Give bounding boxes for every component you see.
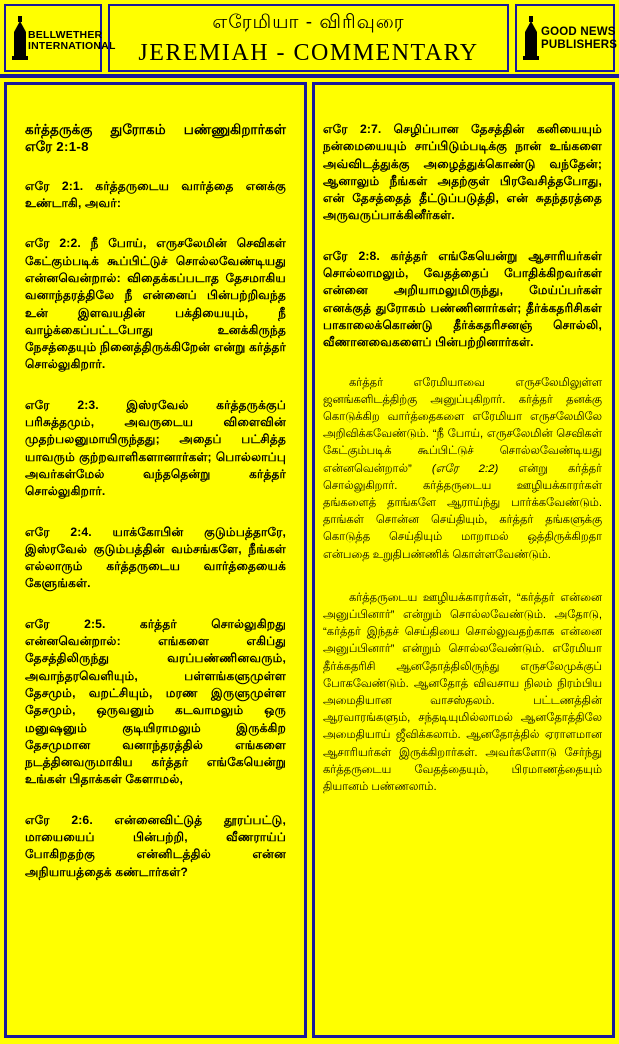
right-column: [312, 82, 615, 1038]
verse-2-4: எரே 2:4. யாக்கோபின் குடும்பத்தாரே, இஸ்ரவேல் குடும்பத்தின் வம்சங்களே, நீங்கள் எல்லாரும் கர்த்தருடைய வார்த்தையைக் கேளுங்கள்.: [25, 524, 286, 591]
bell-icon: [12, 16, 28, 62]
scripture-reference: (எரே 2:2): [431, 462, 499, 475]
verse-2-5: எரே 2:5. கர்த்தர் சொல்லுகிறது என்னவென்றால்: எங்களை எகிப்து தேசத்திலிருந்து வரப்பண்ணினவரும், அவாந்தரவெளியும், பள்ளங்களுமுள்ள தேசமும், வறட்சியும், மரண இருளுமுள்ள தேசமும், ஒருவனும் கடவாமலும் ஒரு மனுஷனும் குடியிராமலும் இருக்கிற தேசமுமான வனாந்தரத்தில் எங்களை நடத்தினவருமாகிய கர்த்தர் எங்கேயென்று உங்கள் பிதாக்கள் கேளாமல்,: [25, 616, 286, 787]
bell-icon: [523, 16, 539, 62]
commentary-paragraph-1: [323, 375, 602, 564]
verse-2-8: எரே 2:8. கர்த்தர் எங்கேயென்று ஆசாரியர்கள் சொல்லாமலும், வேதத்தைப் போதிக்கிறவர்கள் என்னை அறியாமலுமிருந்து, மேய்ப்பர்கள் எனக்குத் துரோகம் பண்ணினார்கள்; தீர்க்கதரிசிகள் பாகாலைக்கொண்டு தீர்க்கதரிசனஞ் சொல்லி, வீணானவைகளைப் பின்பற்றினார்கள்.: [323, 248, 602, 350]
verse-2-3: எரே 2:3. இஸ்ரவேல் கர்த்தருக்குப் பரிசுத்தமும், அவருடைய விளைவின் முதற்பலனுமாயிருந்தது; அதைப் பட்சித்த யாவரும் குற்றவாளிகளானார்கள்; பொல்லாப்பு அவர்கள்மேல் வந்ததென்று கர்த்தர் சொல்லுகிறார்.: [25, 397, 286, 499]
bellwether-logo: [4, 4, 116, 72]
commentary-text: என்று கர்த்தர் சொல்லுகிறார். கர்த்தருடைய ஊழியக்காரர்கள் தங்களைத் தாங்களே ஆராய்ந்து பார்க்கவேண்டும். தாங்கள் சொன்ன செய்தியும், கர்த்தர் தங்களுக்கு கொடுத்த செய்தியும் மாறாமல் ஒத்திருக்கிறதா என்பதை உறுதிபண்ணிக் கொள்ளவேண்டும்.: [323, 462, 602, 561]
verse-2-6: எரே 2:6. என்னைவிட்டுத் தூரப்பட்டு, மாயையைப் பின்பற்றி, வீணராய்ப் போகிறதற்கு என்னிடத்தில் என்ன அநியாயத்தைக் கண்டார்கள்?: [25, 812, 286, 879]
commentary-paragraph-2: கர்த்தருடைய ஊழியக்காரர்கள், “கர்த்தர் என்னை அனுப்பினார்” என்றும் சொல்லவேண்டும். அதோடு, “கர்த்தர் இந்தச் செய்தியை சொல்லுவதற்காக என்னை அனுப்பினார்” என்றும் சொல்லவேண்டும். எரேமியா தீர்க்கதரிசி ஆனதோத்திலிருந்து எருசலேமுக்குப் போகவேண்டும். ஆனதோத் விவசாய நிலம் நிரம்பிய அமைதியான வாசஸ்தலம். பட்டணத்தின் ஆரவாரங்களும், சந்தடியுமில்லாமல் ஆனதோத்திலே அமைதியாய் ஜீவிக்கலாம். ஆனதோத்தில் ஏராளமான ஆசாரியர்கள் இருக்கிறார்கள். அவர்களோடு சேர்ந்து கர்த்தருடைய வேதத்தையும், பிரமாணத்தையும் தியானம் பண்ணலாம்.: [323, 591, 602, 794]
title-tamil: எரேமியா - விரிவுரை: [212, 12, 405, 33]
left-logo-line2: INTERNATIONAL: [28, 40, 116, 52]
left-logo-line1: BELLWETHER: [28, 29, 103, 41]
right-logo-line2: PUBLISHERS: [541, 39, 618, 51]
title-english: JEREMIAH - COMMENTARY: [138, 40, 479, 66]
commentary-text: கர்த்தர் எரேமியாவை எருசலேமிலுள்ள ஜனங்களிடத்திற்கு அனுப்புகிறார். கர்த்தர் தனக்கு கொடுக்கிற வார்த்தைகளை எரேமியா எருசலேமிலே அறிவிக்கவேண்டும். “நீ போய், எருசலேமின் செவிகள் கேட்கும்படிக் கூப்பிட்டுச் சொல்லவேண்டியது என்னவென்றால்”: [323, 376, 602, 475]
good-news-logo: [515, 4, 618, 72]
left-column: [4, 82, 307, 1038]
verse-2-1: எரே 2:1. கர்த்தருடைய வார்த்தை எனக்கு உண்டாகி, அவர்:: [25, 178, 286, 211]
verse-2-7: எரே 2:7. செழிப்பான தேசத்தின் கனியையும் நன்மையையும் சாப்பிடும்படிக்கு நான் உங்களை அவ்விடத்துக்கு அழைத்துக்கொண்டு வந்தேன்; ஆனாலும் நீங்கள் அதற்குள் பிரவேசித்தபோது, என் தேசத்தைத் தீட்டுப்படுத்தி, என் சுதந்தரத்தை அருவருப்பாக்கினீர்கள்.: [323, 122, 602, 223]
title-box: [108, 4, 509, 72]
section-heading: கர்த்தருக்கு துரோகம் பண்ணுகிறார்கள் எரே 2:1-8: [25, 122, 286, 155]
page-header: [0, 0, 619, 78]
right-logo-line1: GOOD NEWS: [541, 26, 616, 38]
verse-2-2: எரே 2:2. நீ போய், எருசலேமின் செவிகள் கேட்கும்படிக் கூப்பிட்டுச் சொல்லவேண்டியது என்னவென்றால்: விதைக்கப்படாத தேசமாகிய வனாந்தரத்திலே நீ என்னைப் பின்பற்றிவந்த உன் இளவயதின் பக்தியையும், நீ வாழ்க்கைப்பட்டபோது உனக்கிருந்த நேசத்தையும் நினைத்திருக்கிறேன் என்று கர்த்தர் சொல்லுகிறார்.: [25, 236, 286, 372]
